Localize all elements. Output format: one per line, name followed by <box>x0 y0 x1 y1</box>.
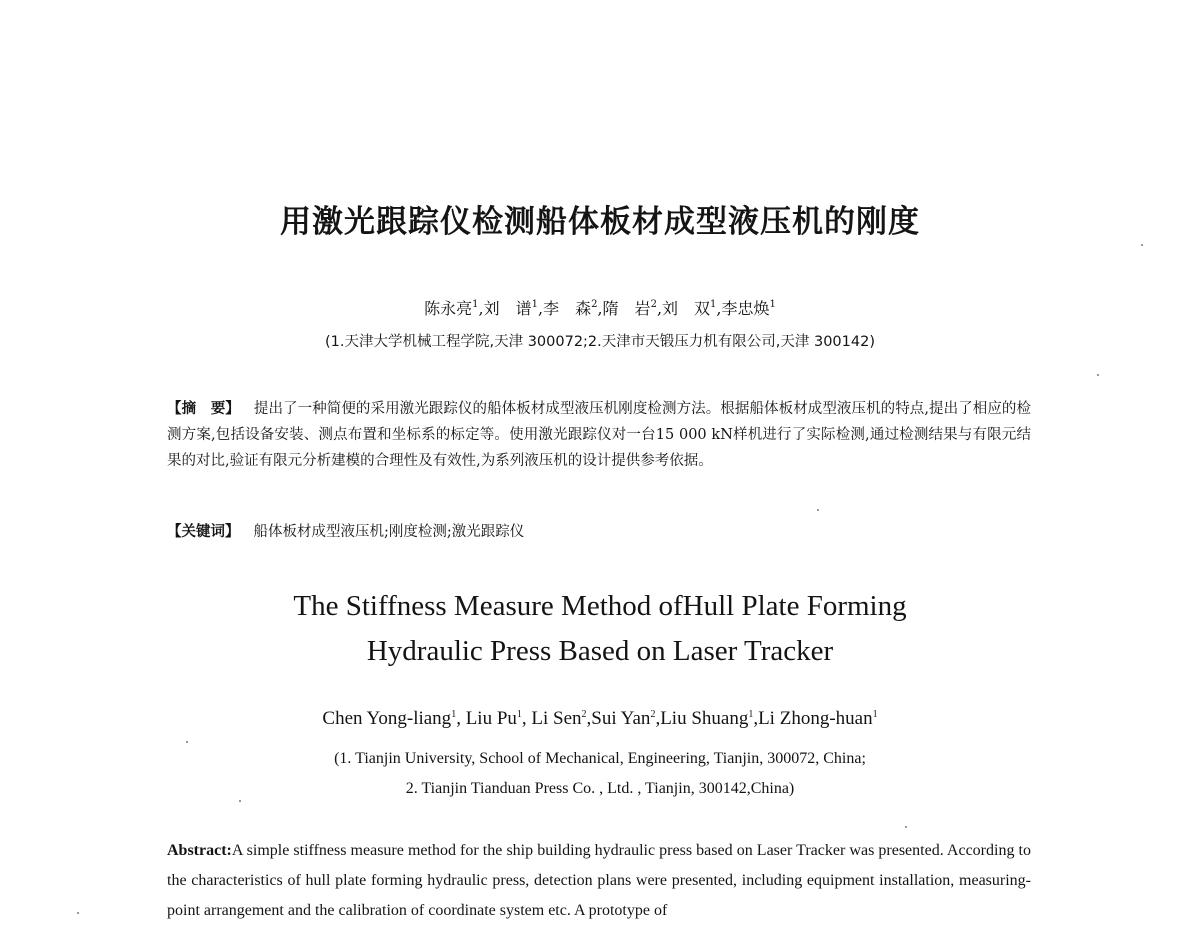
keywords-label: 【关键词】 <box>167 524 240 540</box>
english-author-list: Chen Yong-liang$^1$, Liu Pu$^1$, Li Sen$^2$,Sui Yan$^2$,Liu Shuang$^1$,Li Zhong-huan$^1$ <box>322 708 878 729</box>
author: 隋 岩$^2$ <box>602 299 657 318</box>
affiliation-line: (1. Tianjin University, School of Mechanical, Engineering, Tianjin, 300072, China; <box>334 750 866 767</box>
chinese-affiliation: (1.天津大学机械工程学院,天津 300072;2.天津市天锻压力机有限公司,天津 300142) <box>324 334 875 350</box>
english-abstract <box>167 836 1031 926</box>
author: Chen Yong-liang$^1$ <box>322 708 457 729</box>
scan-speck <box>186 741 188 743</box>
author: Sui Yan$^2$ <box>591 708 656 729</box>
english-title-line: The Stiffness Measure Method ofHull Plate Forming <box>293 590 907 622</box>
scan-speck <box>1141 244 1143 246</box>
abstract-label: Abstract: <box>167 842 232 859</box>
abstract-text: A simple stiffness measure method for the ship building hydraulic press based on Laser Tracker was presented. According to the characteristics of hull plate forming hydraulic press, detection plans were presented, including equipment installation, measuring-point arrangement and the calibration of coordinate system etc. A prototype of <box>167 842 1031 919</box>
english-title <box>0 584 1200 674</box>
keywords-text: 船体板材成型液压机;刚度检测;激光跟踪仪 <box>253 524 525 540</box>
author: 刘 谱$^1$ <box>483 299 538 318</box>
scan-speck <box>77 912 79 914</box>
abstract-text: 提出了一种简便的采用激光跟踪仪的船体板材成型液压机刚度检测方法。根据船体板材成型液压机的特点,提出了相应的检测方案,包括设备安装、测点布置和坐标系的标定等。使用激光跟踪仪对一台15 000 kN样机进行了实际检测,通过检测结果与有限元结果的对比,验证有限元分析建模的合理性及有效性,为系列液压机的设计提供参考依据。 <box>167 401 1032 469</box>
chinese-author-list: 陈永亮$^1$,刘 谱$^1$,李 森$^2$,隋 岩$^2$,刘 双$^1$,李忠焕$^1$ <box>424 299 776 318</box>
author: 陈永亮$^1$ <box>424 299 479 318</box>
author: 李忠焕$^1$ <box>721 299 776 318</box>
scan-speck <box>239 800 241 802</box>
scan-speck <box>905 826 907 828</box>
author: Li Zhong-huan$^1$ <box>758 708 878 729</box>
english-title-line: Hydraulic Press Based on Laser Tracker <box>366 635 834 667</box>
author: 刘 双$^1$ <box>662 299 717 318</box>
chinese-title: 用激光跟踪仪检测船体板材成型液压机的刚度 <box>280 204 920 240</box>
author: 李 森$^2$ <box>543 299 598 318</box>
chinese-abstract <box>167 396 1031 474</box>
english-affiliation <box>0 744 1200 804</box>
abstract-label: 【摘 要】 <box>167 401 240 417</box>
scan-speck <box>1097 374 1099 376</box>
chinese-keywords <box>167 519 1031 545</box>
author: Liu Pu$^1$ <box>465 708 522 729</box>
affiliation-line: 2. Tianjin Tianduan Press Co. , Ltd. , Tianjin, 300142,China) <box>405 780 795 797</box>
author: Li Sen$^2$ <box>531 708 587 729</box>
author: Liu Shuang$^1$ <box>660 708 754 729</box>
scan-speck <box>817 509 819 511</box>
